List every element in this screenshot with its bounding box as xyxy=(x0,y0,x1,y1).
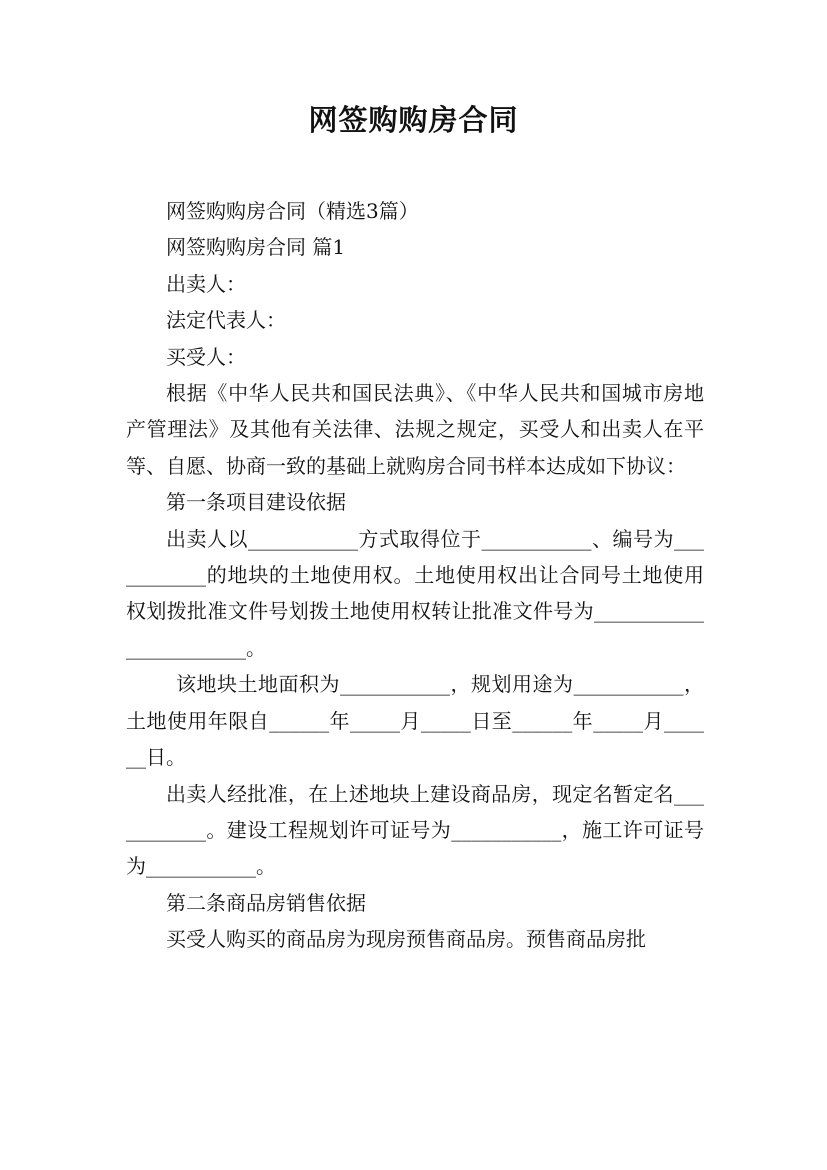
paragraph-land-use-right: 出卖人以___________方式取得位于___________、编号为___________的地块的土地使用权。土地使用权出让合同号土地使用权划拨批准文件号划拨土地使用权转让批准文件号为_______________________。 xyxy=(126,526,704,660)
paragraph-land-area: 该地块土地面积为___________，规划用途为___________，土地使用年限自______年_____月_____日至______年_____月______日。 xyxy=(126,672,704,770)
paragraph-article-2-heading: 第二条商品房销售依据 xyxy=(166,890,366,915)
document-title: 网签购购房合同 xyxy=(308,103,519,137)
paragraph-preamble: 根据《中华人民共和国民法典》、《中华人民共和国城市房地产管理法》及其他有关法律、法规之规定，买受人和出卖人在平等、自愿、协商一致的基础上就购房合同书样本达成如下协议： xyxy=(126,381,704,478)
paragraph-buyer: 买受人： xyxy=(166,344,246,369)
paragraph-legal-representative: 法定代表人： xyxy=(166,308,286,333)
paragraph-section-heading: 网签购购房合同 篇1 xyxy=(166,235,346,260)
paragraph-sale-basis: 买受人购买的商品房为现房预售商品房。预售商品房批 xyxy=(166,927,646,952)
paragraph-project-name: 出卖人经批准，在上述地块上建设商品房，现定名暂定名___________。建设工程规划许可证号为___________，施工许可证号为___________。 xyxy=(126,781,704,879)
paragraph-article-1-heading: 第一条项目建设依据 xyxy=(166,490,346,515)
paragraph-seller: 出卖人： xyxy=(166,271,246,296)
document-body xyxy=(126,193,704,958)
paragraph-subtitle: 网签购购房合同（精选3篇） xyxy=(166,199,419,223)
